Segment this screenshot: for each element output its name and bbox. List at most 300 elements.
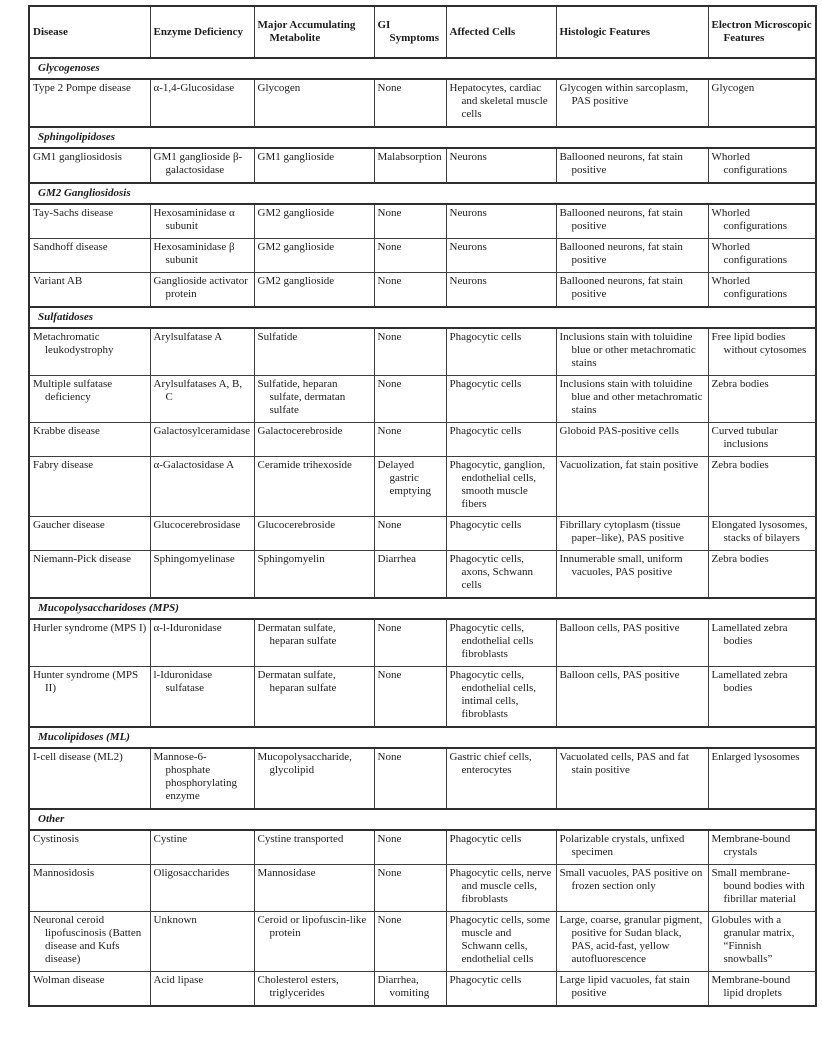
table-cell	[708, 79, 816, 127]
table-cell	[446, 79, 556, 127]
table-cell	[374, 204, 446, 239]
table-cell	[254, 79, 374, 127]
cell-text: Phagocytic cells, axons, Schwann cells	[449, 553, 533, 591]
cell-text: Vacuolated cells, PAS and fat stain positive	[559, 751, 689, 776]
table-cell	[374, 457, 446, 517]
column-header-histologic-features	[556, 6, 708, 58]
table-cell	[708, 148, 816, 183]
header-row	[29, 6, 816, 58]
table-cell	[254, 148, 374, 183]
cell-text: Cystine	[153, 833, 188, 845]
table-cell	[374, 239, 446, 273]
table-cell	[708, 619, 816, 667]
cell-text: α-Galactosidase A	[153, 459, 235, 471]
section-header-row	[29, 183, 816, 204]
cell-text: Multiple sulfatase deficiency	[33, 378, 113, 403]
table-cell	[374, 423, 446, 457]
section-header-row	[29, 809, 816, 830]
table-row	[29, 376, 816, 423]
cell-text: Krabbe disease	[33, 425, 100, 437]
table-cell	[556, 619, 708, 667]
table-cell	[556, 273, 708, 308]
cell-text: Whorled configurations	[711, 241, 788, 266]
cell-text: Enlarged lysosomes	[711, 751, 800, 763]
table-cell	[150, 239, 254, 273]
table-row	[29, 148, 816, 183]
cell-text: Gaucher disease	[33, 519, 105, 531]
table-row	[29, 517, 816, 551]
table-cell	[708, 551, 816, 599]
cell-text: Glycogen within sarcoplasm, PAS positive	[559, 82, 689, 107]
cell-text: Variant AB	[33, 275, 83, 287]
cell-text: Globules with a granular matrix, “Finnish snowballs”	[711, 914, 795, 965]
cell-text: Sulfatide, heparan sulfate, dermatan sulfate	[257, 378, 346, 416]
table-body	[29, 58, 816, 1006]
cell-text: Fibrillary cytoplasm (tissue paper–like), PAS positive	[559, 519, 684, 544]
table-cell	[150, 667, 254, 728]
table-cell	[150, 748, 254, 809]
cell-text: Sphingomyelinase	[153, 553, 235, 565]
table-row	[29, 239, 816, 273]
table-cell	[29, 972, 150, 1007]
table-cell	[556, 517, 708, 551]
section-label: Sulfatidoses	[29, 307, 816, 328]
cell-text: Mucopolysaccharide, glycolipid	[257, 751, 352, 776]
table-cell	[708, 667, 816, 728]
table-cell	[254, 748, 374, 809]
cell-text: Balloon cells, PAS positive	[559, 622, 680, 634]
table-cell	[150, 376, 254, 423]
table-cell	[446, 865, 556, 912]
cell-text: GM1 gangliosidosis	[33, 151, 122, 163]
cell-text: Elongated lysosomes, stacks of bilayers	[711, 519, 808, 544]
table-cell	[708, 517, 816, 551]
table-cell	[254, 972, 374, 1007]
cell-text: Membrane-bound lipid droplets	[711, 974, 791, 999]
table-cell	[29, 79, 150, 127]
table-cell	[556, 667, 708, 728]
cell-text: Niemann-Pick disease	[33, 553, 132, 565]
cell-text: Acid lipase	[153, 974, 204, 986]
cell-text: Wolman disease	[33, 974, 105, 986]
section-header-row	[29, 58, 816, 79]
cell-text: Small membrane-bound bodies with fibrillar material	[711, 867, 805, 905]
table-row	[29, 748, 816, 809]
cell-text: Globoid PAS-positive cells	[559, 425, 679, 437]
section-label: GM2 Gangliosidosis	[29, 183, 816, 204]
table-cell	[446, 148, 556, 183]
table-cell	[446, 748, 556, 809]
section-label: Sphingolipidoses	[29, 127, 816, 148]
table-row	[29, 423, 816, 457]
column-header-label: Major Accumulating Metabolite	[257, 19, 356, 44]
cell-text: Gastric chief cells, enterocytes	[449, 751, 532, 776]
cell-text: None	[377, 622, 402, 634]
column-header-disease	[29, 6, 150, 58]
table-row	[29, 273, 816, 308]
cell-text: None	[377, 378, 402, 390]
cell-text: Glycogen	[711, 82, 755, 94]
column-header-label: Affected Cells	[449, 25, 516, 38]
table-cell	[708, 830, 816, 865]
table-cell	[446, 457, 556, 517]
table-cell	[374, 273, 446, 308]
cell-text: Glucocerebrosidase	[153, 519, 241, 531]
column-header-enzyme-deficiency	[150, 6, 254, 58]
table-cell	[708, 912, 816, 972]
section-label: Other	[29, 809, 816, 830]
table-cell	[254, 376, 374, 423]
table-cell	[150, 423, 254, 457]
table-cell	[150, 551, 254, 599]
cell-text: Metachromatic leukodystrophy	[33, 331, 114, 356]
table-cell	[446, 273, 556, 308]
table-cell	[29, 748, 150, 809]
cell-text: None	[377, 331, 402, 343]
table-cell	[556, 148, 708, 183]
cell-text: Lamellated zebra bodies	[711, 622, 788, 647]
cell-text: None	[377, 914, 402, 926]
cell-text: Whorled configurations	[711, 207, 788, 232]
table-row	[29, 457, 816, 517]
cell-text: Hexosaminidase α subunit	[153, 207, 235, 232]
cell-text: Ballooned neurons, fat stain positive	[559, 241, 683, 266]
table-cell	[254, 273, 374, 308]
cell-text: GM2 ganglioside	[257, 275, 335, 287]
cell-text: Zebra bodies	[711, 378, 769, 390]
cell-text: Zebra bodies	[711, 459, 769, 471]
table-cell	[446, 423, 556, 457]
table-cell	[556, 912, 708, 972]
cell-text: Fabry disease	[33, 459, 94, 471]
table-cell	[446, 204, 556, 239]
table-row	[29, 912, 816, 972]
cell-text: Phagocytic cells, endothelial cells, intimal cells, fibroblasts	[449, 669, 537, 720]
table-cell	[446, 239, 556, 273]
cell-text: Neuronal ceroid lipofuscinosis (Batten disease and Kufs disease)	[33, 914, 142, 965]
column-header-major-accumulating-metabolite	[254, 6, 374, 58]
table-cell	[254, 204, 374, 239]
table-cell	[374, 912, 446, 972]
table-cell	[29, 328, 150, 376]
cell-text: Galactocerebroside	[257, 425, 343, 437]
cell-text: None	[377, 867, 402, 879]
section-label: Mucolipidoses (ML)	[29, 727, 816, 748]
cell-text: Dermatan sulfate, heparan sulfate	[257, 622, 337, 647]
cell-text: Balloon cells, PAS positive	[559, 669, 680, 681]
table-cell	[150, 79, 254, 127]
table-cell	[150, 865, 254, 912]
cell-text: Phagocytic, ganglion, endothelial cells, smooth muscle fibers	[449, 459, 546, 510]
cell-text: GM1 ganglioside	[257, 151, 335, 163]
cell-text: Galactosylceramidase	[153, 425, 251, 437]
cell-text: Inclusions stain with toluidine blue and other metachromatic stains	[559, 378, 703, 416]
table-cell	[374, 865, 446, 912]
table-cell	[29, 517, 150, 551]
cell-text: Mannosidosis	[33, 867, 95, 879]
cell-text: Ganglioside activator protein	[153, 275, 248, 300]
table-cell	[708, 273, 816, 308]
cell-text: α-l-Iduronidase	[153, 622, 222, 634]
cell-text: Glucocerebroside	[257, 519, 336, 531]
table-cell	[254, 865, 374, 912]
table-cell	[708, 972, 816, 1007]
column-header-affected-cells	[446, 6, 556, 58]
table-cell	[446, 376, 556, 423]
table-cell	[556, 328, 708, 376]
table-cell	[29, 239, 150, 273]
cell-text: Lamellated zebra bodies	[711, 669, 788, 694]
cell-text: Malabsorption	[377, 151, 442, 163]
table-cell	[374, 551, 446, 599]
cell-text: Tay-Sachs disease	[33, 207, 114, 219]
table-cell	[374, 517, 446, 551]
cell-text: GM2 ganglioside	[257, 241, 335, 253]
cell-text: Phagocytic cells	[449, 833, 522, 845]
cell-text: Mannose-6-phosphate phosphorylating enzyme	[153, 751, 237, 802]
table-row	[29, 551, 816, 599]
cell-text: GM2 ganglioside	[257, 207, 335, 219]
table-cell	[150, 517, 254, 551]
table-cell	[708, 204, 816, 239]
cell-text: Whorled configurations	[711, 275, 788, 300]
cell-text: Zebra bodies	[711, 553, 769, 565]
cell-text: Neurons	[449, 207, 487, 219]
table-cell	[374, 328, 446, 376]
cell-text: None	[377, 241, 402, 253]
cell-text: GM1 ganglioside β-galactosidase	[153, 151, 243, 176]
table-row	[29, 667, 816, 728]
cell-text: Phagocytic cells	[449, 425, 522, 437]
table-cell	[150, 972, 254, 1007]
table-cell	[150, 619, 254, 667]
cell-text: Membrane-bound crystals	[711, 833, 791, 858]
cell-text: Ballooned neurons, fat stain positive	[559, 275, 683, 300]
column-header-label: Enzyme Deficiency	[153, 25, 243, 38]
cell-text: Curved tubular inclusions	[711, 425, 778, 450]
table-cell	[556, 457, 708, 517]
cell-text: Vacuolization, fat stain positive	[559, 459, 699, 471]
table-cell	[150, 912, 254, 972]
cell-text: Innumerable small, uniform vacuoles, PAS positive	[559, 553, 683, 578]
table-cell	[446, 912, 556, 972]
cell-text: Ceramide trihexoside	[257, 459, 352, 471]
column-header-label: Electron Microscopic Features	[711, 19, 812, 44]
cell-text: Arylsulfatases A, B, C	[153, 378, 243, 403]
cell-text: Phagocytic cells, some muscle and Schwann cells, endothelial cells	[449, 914, 551, 965]
table-cell	[556, 972, 708, 1007]
cell-text: Mannosidase	[257, 867, 316, 879]
table-cell	[29, 423, 150, 457]
table-cell	[556, 830, 708, 865]
table-cell	[374, 667, 446, 728]
cell-text: Free lipid bodies without cytosomes	[711, 331, 807, 356]
cell-text: Whorled configurations	[711, 151, 788, 176]
table-row	[29, 204, 816, 239]
table-cell	[150, 204, 254, 239]
cell-text: Neurons	[449, 241, 487, 253]
table-cell	[29, 830, 150, 865]
cell-text: Polarizable crystals, unfixed specimen	[559, 833, 685, 858]
table-cell	[446, 667, 556, 728]
table-cell	[446, 619, 556, 667]
table-cell	[29, 148, 150, 183]
cell-text: Sulfatide	[257, 331, 298, 343]
table-cell	[150, 148, 254, 183]
cell-text: Hexosaminidase β subunit	[153, 241, 235, 266]
table-cell	[446, 972, 556, 1007]
cell-text: Sandhoff disease	[33, 241, 108, 253]
table-cell	[708, 239, 816, 273]
table-cell	[374, 148, 446, 183]
table-row	[29, 619, 816, 667]
table-cell	[254, 239, 374, 273]
cell-text: Cystinosis	[33, 833, 79, 845]
table-cell	[29, 457, 150, 517]
cell-text: Hepatocytes, cardiac and skeletal muscle cells	[449, 82, 548, 120]
table-cell	[556, 79, 708, 127]
table-cell	[150, 273, 254, 308]
table-cell	[556, 748, 708, 809]
table-cell	[556, 204, 708, 239]
table-cell	[374, 972, 446, 1007]
section-label: Glycogenoses	[29, 58, 816, 79]
cell-text: Phagocytic cells, nerve and muscle cells, fibroblasts	[449, 867, 552, 905]
table-cell	[150, 328, 254, 376]
table-cell	[254, 551, 374, 599]
cell-text: Glycogen	[257, 82, 301, 94]
table-cell	[29, 376, 150, 423]
cell-text: Dermatan sulfate, heparan sulfate	[257, 669, 337, 694]
cell-text: None	[377, 425, 402, 437]
table-cell	[254, 619, 374, 667]
cell-text: None	[377, 519, 402, 531]
table-cell	[374, 376, 446, 423]
cell-text: α-1,4-Glucosidase	[153, 82, 235, 94]
table-cell	[374, 619, 446, 667]
table-cell	[29, 865, 150, 912]
cell-text: Phagocytic cells, endothelial cells fibroblasts	[449, 622, 534, 660]
table-cell	[29, 912, 150, 972]
cell-text: Arylsulfatase A	[153, 331, 223, 343]
table-cell	[374, 748, 446, 809]
table-cell	[150, 457, 254, 517]
table-cell	[708, 328, 816, 376]
cell-text: Ballooned neurons, fat stain positive	[559, 207, 683, 232]
cell-text: Unknown	[153, 914, 197, 926]
cell-text: I-cell disease (ML2)	[33, 751, 123, 763]
table-cell	[254, 912, 374, 972]
table-cell	[29, 551, 150, 599]
cell-text: None	[377, 751, 402, 763]
table-cell	[374, 79, 446, 127]
cell-text: Oligosaccharides	[153, 867, 230, 879]
lysosomal-storage-disease-table	[28, 5, 817, 1007]
cell-text: Large lipid vacuoles, fat stain positive	[559, 974, 690, 999]
table-cell	[254, 328, 374, 376]
cell-text: Delayed gastric emptying	[377, 459, 432, 497]
table-cell	[446, 830, 556, 865]
table-cell	[29, 273, 150, 308]
table-row	[29, 79, 816, 127]
table-cell	[374, 830, 446, 865]
cell-text: Phagocytic cells	[449, 331, 522, 343]
table-cell	[254, 423, 374, 457]
cell-text: Hunter syndrome (MPS II)	[33, 669, 139, 694]
section-header-row	[29, 127, 816, 148]
cell-text: Diarrhea	[377, 553, 416, 565]
cell-text: None	[377, 833, 402, 845]
table-cell	[708, 423, 816, 457]
table-cell	[29, 619, 150, 667]
table-cell	[254, 517, 374, 551]
cell-text: Sphingomyelin	[257, 553, 325, 565]
cell-text: Phagocytic cells	[449, 378, 522, 390]
table-row	[29, 865, 816, 912]
cell-text: Diarrhea, vomiting	[377, 974, 430, 999]
table-cell	[254, 830, 374, 865]
column-header-electron-microscopic-features	[708, 6, 816, 58]
table-row	[29, 328, 816, 376]
cell-text: Cystine transported	[257, 833, 344, 845]
table-cell	[446, 551, 556, 599]
cell-text: Neurons	[449, 275, 487, 287]
cell-text: Large, coarse, granular pigment, positive for Sudan black, PAS, acid-fast, yellow autofluorescence	[559, 914, 703, 965]
cell-text: None	[377, 669, 402, 681]
table-cell	[556, 865, 708, 912]
column-header-label: Disease	[33, 25, 68, 38]
table-cell	[556, 239, 708, 273]
cell-text: None	[377, 275, 402, 287]
table-cell	[29, 204, 150, 239]
table-row	[29, 830, 816, 865]
table-cell	[29, 667, 150, 728]
table-cell	[708, 376, 816, 423]
table-cell	[556, 551, 708, 599]
cell-text: l-Iduronidase sulfatase	[153, 669, 213, 694]
column-header-gi-symptoms	[374, 6, 446, 58]
table-cell	[446, 328, 556, 376]
table-row	[29, 972, 816, 1007]
cell-text: None	[377, 82, 402, 94]
cell-text: None	[377, 207, 402, 219]
cell-text: Cholesterol esters, triglycerides	[257, 974, 339, 999]
section-header-row	[29, 727, 816, 748]
cell-text: Ceroid or lipofuscin-like protein	[257, 914, 367, 939]
cell-text: Hurler syndrome (MPS I)	[33, 622, 147, 634]
cell-text: Type 2 Pompe disease	[33, 82, 131, 94]
table-cell	[708, 748, 816, 809]
cell-text: Small vacuoles, PAS positive on frozen section only	[559, 867, 703, 892]
section-header-row	[29, 307, 816, 328]
cell-text: Ballooned neurons, fat stain positive	[559, 151, 683, 176]
table-cell	[150, 830, 254, 865]
table-head	[29, 6, 816, 58]
cell-text: Phagocytic cells	[449, 519, 522, 531]
table-cell	[708, 457, 816, 517]
table-cell	[254, 457, 374, 517]
table-cell	[708, 865, 816, 912]
table-cell	[254, 667, 374, 728]
cell-text: Neurons	[449, 151, 487, 163]
cell-text: Inclusions stain with toluidine blue or other metachromatic stains	[559, 331, 696, 369]
section-header-row	[29, 598, 816, 619]
table-cell	[446, 517, 556, 551]
section-label: Mucopolysaccharidoses (MPS)	[29, 598, 816, 619]
column-header-label: GI Symptoms	[377, 19, 440, 44]
column-header-label: Histologic Features	[559, 25, 651, 38]
cell-text: Phagocytic cells	[449, 974, 522, 986]
